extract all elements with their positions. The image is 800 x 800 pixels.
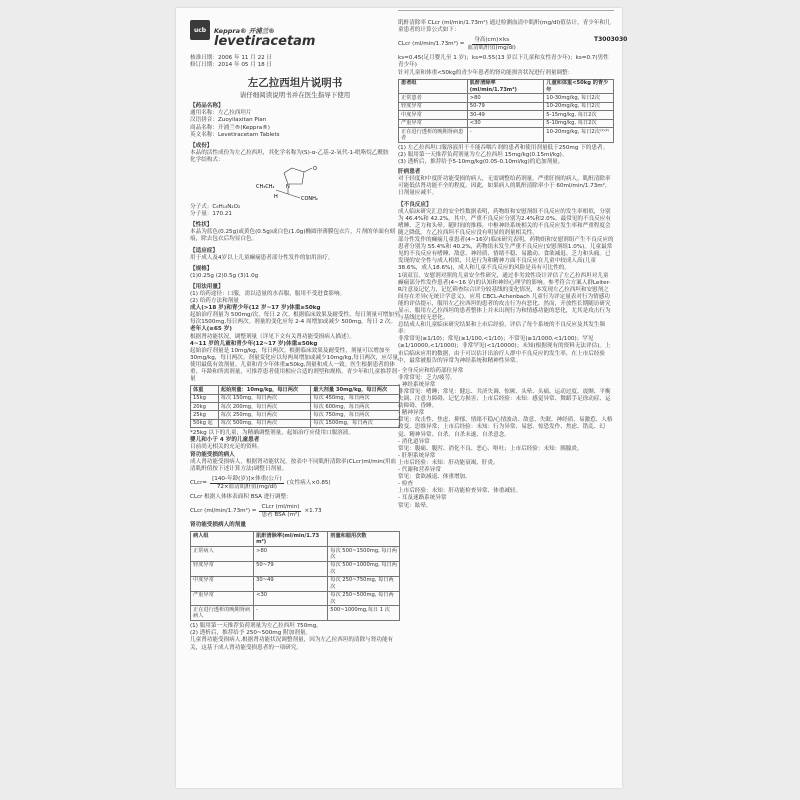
table-cell: 中度异常 (399, 111, 468, 119)
adverse-paragraph: 部分性发作的癫痫儿童患者(4~16岁)临床研究表明，药物组和安慰剂组产生不良反应的患者分别为 55.4%和 40.2%，药物组未发生严重不良反应(安慰剂组1.0%)。儿童最常见的不良反应有嗜睡、敌意、神经质、情绪不稳、易激动、食欲减退、乏力和头痛。已发现的安全性与成人相似，只是行为和精神方面不良反应在儿童中较成人高(儿童38.6%，成人18.6%)，成人和儿童不良反应的风险是具有可比性的。 (398, 237, 614, 272)
table-cell: 严重异常 (191, 591, 254, 606)
svg-text:O: O (313, 166, 317, 173)
table-header-row (399, 79, 614, 94)
table-cell: 每次 750mg，每日两次 (311, 411, 400, 419)
formula-fraction (467, 37, 515, 52)
table-cell: 50~79 (254, 561, 328, 576)
table-row (191, 576, 400, 591)
left-column (190, 20, 400, 652)
section-heading-properties: 【性状】 (190, 222, 213, 229)
top-divider (398, 10, 614, 11)
adverse-paragraph: 1项双盲、安慰剂对照的儿童安全性研究，通过非劣效性设计评估了左乙拉西坦对儿童癫痫部分性发作患者(4~16 岁)的认知和神经心理学的影响。参考符合方案人群Leiter-R注意及记忆力，记忆筛查综合评分较基线的变化情况，本发现左乙拉西坦和安慰剂之间存在差异(无统计学意义)。应用 CBCL-Achenbach 儿童行为评定量表对行为情感功能的评估提示，服用左乙拉西坦的患者的攻击行为有恶化。然而，开放性长期随访研究显示，服用左乙拉西坦的患者整体上并未出现行为和情感功能的恶化，尤其是攻击行为与基线比较无恶化。 (398, 272, 611, 322)
infant-heading: 婴儿和小于 4 岁的儿童患者 (190, 437, 260, 444)
table-note: (1) 左乙拉西坦口服溶液用于不能吞咽片剂的患者和使用剂量低于250mg 下的患者。 (398, 144, 609, 151)
table-row (399, 111, 614, 119)
table-header-cell: 患者组 (399, 79, 468, 94)
table-cell: 每次 150mg，每日两次 (218, 394, 311, 402)
system-text: 常见：食欲减退、体重增加。 (398, 474, 471, 481)
table-cell: <30 (467, 119, 543, 127)
pediatric-renal-table (398, 79, 614, 143)
table-header-cell: 剂量和服用次数 (328, 532, 400, 547)
molecular-weight: 分子量：170.21 (190, 211, 232, 218)
formula-lhs: CLcr= (190, 479, 208, 486)
corner-code: T3003030 (594, 36, 628, 43)
table-cell: <30 (254, 591, 328, 606)
table-cell: 25kg (191, 411, 219, 419)
infant-text: 目前尚无相关的充足的资料。 (190, 444, 263, 451)
table-cell: 正常患者 (399, 94, 468, 102)
formula-rhs: ×1.73 (304, 508, 322, 515)
table-cell: 每次 250mg，每日两次 (218, 411, 311, 419)
brand-name: Keppra® 开浦兰® (214, 26, 275, 35)
name-line: 英文名称：Levetiracetam Tablets (190, 131, 280, 138)
svg-text:CH₃CH₂: CH₃CH₂ (256, 184, 275, 191)
table-row (399, 102, 614, 110)
table-cell: 50-79 (467, 102, 543, 110)
table-row (191, 547, 400, 562)
system-heading: - 耳及迷路系统异常 (398, 495, 447, 502)
system-text: 上市后经验：未知：肝功能检查异常、体重减轻。 (398, 488, 522, 495)
generic-name: levetiracetam (214, 34, 316, 49)
leaflet-sheet (176, 8, 628, 788)
properties-text: 本品为蓝色(0.25g)或黄色(0.5g)或白色(1.0g)椭圆形薄膜包衣片，片剂的单面有刻痕，除去包衣后均显白色。 (190, 229, 396, 243)
adverse-paragraph: 成人临床研究汇总的安全性数据表明，药物组和安慰剂组不良反应的发生率相似，分别为 46.4%和 42.2%。其中，严重不良反应分别为2.4%和2.0%。最常见的不良反应有嗜睡、乏力和头晕。随时间的推移，中枢神经系统相关的不良反应发生率和严重程度会随之降低。左乙拉西坦不良反应没有明显的剂量相关性。 (398, 208, 611, 236)
dates (190, 55, 400, 69)
table-cell: 10-20mg/kg, 每日2次⁽¹⁾⁽²⁾ (544, 128, 614, 143)
section-heading-dosage: 【用法用量】 (190, 283, 224, 290)
table-row (191, 394, 400, 402)
clcr-formula (190, 476, 400, 491)
formula-numerator: [140-年龄(岁)]×体重(公斤) (210, 476, 284, 484)
pediatric-table-title: 针对儿童和体重<50kg的青少年患者的肾功能损害状况进行剂量调整： (398, 69, 574, 76)
table-cell: 正在进行透析的晚期肾病病人 (191, 606, 254, 621)
document-subtitle: 请仔细阅读说明书并在医生指导下使用 (239, 91, 351, 100)
table-cell: 每次 500~1000mg, 每日两次 (328, 561, 400, 576)
structure-diagram (252, 164, 342, 204)
system-heading: - 代谢和营养异常 (398, 467, 441, 474)
system-heading: - 检查 (398, 481, 413, 488)
dosage-item: (1) 给药途径：口服，需以适量的水吞服，服用不受进食影响。 (190, 290, 346, 297)
table-cell: 严重异常 (399, 119, 468, 127)
svg-text:H: H (274, 194, 278, 201)
section-heading-indications: 【适应症】 (190, 247, 218, 254)
system-text: 常见：眩晕。 (398, 502, 432, 509)
table-row (191, 403, 400, 411)
renal-note: (1) 服用第一天推荐负荷剂量为左乙拉西坦 750mg。 (190, 623, 322, 630)
child-heading: 4~11 岁的儿童和青少年(12~17 岁)体重≤50kg (190, 340, 318, 347)
formula-fraction (210, 476, 284, 491)
pediatric-clcr-formula (398, 37, 614, 52)
table-cell: 每次 600mg，每日两次 (311, 403, 400, 411)
table-cell: 正在进行透析的晚期肾病患者 (399, 128, 468, 143)
adult-text: 起始治疗剂量为 500mg/次，每日 2 次。根据临床效果及耐受性，每日剂量可增加至每次1500mg,每日两次。剂量的变化应每 2-4 周增加或减少 500mg，每日 2 次。 (190, 312, 400, 326)
system-heading: - 精神异常 (398, 410, 425, 417)
table-note: (3) 透析后，推荐给予5-10mg/kg(0.05-0.10ml/kg)的追加剂量。 (398, 159, 564, 166)
elderly-text: 根据肾功能状况，调整剂量（详见下文有关肾功能受损病人描述）。 (190, 333, 356, 340)
table-cell: 每次 1500mg，每日两次 (311, 419, 400, 427)
table-header-cell: 病人组 (191, 532, 254, 547)
document-title: 左乙拉西坦片说明书 (247, 77, 343, 90)
section-heading-adverse: 【不良反应】 (398, 201, 432, 208)
table-row (191, 419, 400, 427)
dose-note: *25kg 以下的儿童，为精确调整剂量，起始治疗应使用口服溶液。 (190, 430, 354, 437)
chemical-structure (190, 164, 400, 204)
svg-text:CONH₂: CONH₂ (301, 196, 318, 203)
table-cell: 正常病人 (191, 547, 254, 562)
dosage-item: (2) 给药方法和剂量 (190, 298, 239, 305)
table-header-cell: 体重 (191, 386, 219, 394)
table-header-cell: 儿童和体重<50kg 的青少年 (544, 79, 614, 94)
right-column (398, 20, 614, 510)
indications-text: 用于成人及4岁以上儿童癫痫患者部分性发作的加用治疗。 (190, 254, 334, 261)
table-cell: 每次 250~500mg, 每日两次 (328, 591, 400, 606)
table-cell: 每次 250~750mg, 每日两次 (328, 576, 400, 591)
renal-note: (2) 透析后，推荐给予 250~500mg 附加剂量。 (190, 630, 312, 637)
company-logo: ucb (190, 20, 210, 40)
table-cell: 轻度异常 (399, 102, 468, 110)
table-cell: 5-10mg/kg, 每日2次 (544, 119, 614, 127)
table-cell: 50kg 起 (191, 419, 219, 427)
system-heading: - 全身反应和给药部位异常 (398, 367, 464, 374)
table-row (399, 119, 614, 127)
table-cell: 中度异常 (191, 576, 254, 591)
adult-heading: 成人(>18 岁)和青少年(12 岁~17 岁)体重≥50kg (190, 305, 321, 312)
name-line: 商品名称：开浦兰®(Keppra®) (190, 124, 270, 131)
renal-dose-table (190, 531, 400, 621)
ingredients-text: 本品的活性成份为左乙拉西坦，其化学名称为(S)-α-乙基-2-氧代-1-吡咯烷乙酰胺 (190, 149, 389, 156)
renal-table-title: 肾功能受损病人的剂量 (190, 522, 246, 529)
section-heading-specs: 【规格】 (190, 265, 213, 272)
renal-child-text: 儿童肾功能受损病人,根据肾功能状况调整剂量，因为左乙拉西坦的清除与肾功能有关，这基于成人肾功能受损患者的一项研究。 (190, 637, 394, 651)
pediatric-dose-table (190, 385, 400, 428)
ks-text: ks=0.45(足月婴儿至 1 岁)；ks=0.55(13 岁以下儿童和女性青少年)；ks=0.7(男性青少年) (398, 55, 609, 69)
table-header-cell: 起始剂量：10mg/kg，每日两次 (218, 386, 311, 394)
table-row (191, 561, 400, 576)
revision-date: 修订日期：2014 年 05 月 18 日 (190, 62, 273, 69)
table-header-row (191, 386, 400, 394)
formula-rhs: (女性病人×0.85) (286, 479, 331, 486)
molecular-formula: 分子式：C₈H₁₄N₂O₂ (190, 204, 241, 211)
formula-lhs: CLcr (ml/min/1.73m²) = (190, 508, 257, 515)
table-header-row (191, 532, 400, 547)
renal-heading: 肾功能受损的病人 (190, 451, 235, 458)
table-header-cell: 最大剂量 30mg/kg，每日两次 (311, 386, 400, 394)
formula-lhs: CLcr (ml/min/1.73m²) = (398, 41, 465, 48)
pediatric-clcr-intro: 肌酐清除率 CLcr (ml/min/1.73m²) 通过检测血清中肌酐(mg/dl)值估计，青少年和儿童患者的计算公式如下： (398, 20, 611, 34)
specs-text: (1)0.25g (2)0.5g (3)1.0g (190, 272, 259, 279)
table-header-cell: 肌酐清除率(ml/min/1.73m²) (467, 79, 543, 94)
system-text: 非常常见：嗜睡；常见：健忘、共济失调、惊厥、头晕、头痛、运动过度、震颤、平衡失调、注意力障碍、记忆力损害；上市后经验：未知：感觉异常、舞蹈手足徐动症、运动障碍、昏睡。 (398, 389, 611, 410)
table-cell: 每次 450mg，每日两次 (311, 394, 400, 402)
table-cell: >80 (254, 547, 328, 562)
adverse-paragraph: 总结成人和儿童临床研究结果和上市后经验，评估了每个系统的不良反应及其发生频率： (398, 322, 605, 336)
section-heading-name: 【药品名称】 (190, 103, 224, 110)
elderly-heading: 老年人(≥65 岁) (190, 326, 232, 333)
approval-date: 核准日期：2006 年 11 月 22 日 (190, 55, 273, 61)
bsa-text: CLcr 根据人体体表面积 BSA 进行调整： (190, 493, 292, 500)
table-cell: 轻度异常 (191, 561, 254, 576)
child-text: 起始治疗剂量是 10mg/kg，每日两次。根据临床效果及耐受性，剂量可以增加至30mg/kg，每日两次。剂量变化应以每两周增加或减少10mg/kg,每日两次，应尽量使用最低有效剂量。儿童和青少年体重≥50kg,剂量和成人一致。医生根据患者的体重、年龄和所需剂量，可推荐患者使用相应合适的剂型和规格。青少年和儿童推荐剂量 (190, 347, 398, 383)
system-text: 非常常见：乏力/疲劳。 (398, 374, 456, 381)
hepatic-heading: 肝病患者 (398, 169, 421, 176)
table-row (399, 128, 614, 143)
table-cell: >80 (467, 94, 543, 102)
table-header-cell: 肌酐清除率(ml/min/1.73 m²) (254, 532, 328, 547)
name-line: 通用名称：左乙拉西坦片 (190, 110, 252, 117)
table-cell: 10-30mg/kg, 每日2次 (544, 94, 614, 102)
system-heading: - 肝胆系统异常 (398, 452, 436, 459)
bsa-formula (190, 504, 400, 519)
table-cell: 500~1000mg,每日 1 次 (328, 606, 400, 621)
table-cell: 每次 500mg，每日两次 (218, 419, 311, 427)
table-cell: - (467, 128, 543, 143)
formula-denominator: 72×血清肌酐值(mg/dl) (216, 483, 277, 490)
renal-text: 成人肾功能受损病人，根据肾功能状况，按表中不同肌酐清除率(CLcr)ml/min(用血清肌酐值按下述计算方法)调整日剂量。 (190, 458, 397, 472)
table-row (191, 606, 400, 621)
system-list (398, 368, 614, 510)
table-cell: 每次 200mg，每日两次 (218, 403, 311, 411)
system-heading: - 消化道异常 (398, 438, 430, 445)
system-heading: - 神经系统异常 (398, 381, 436, 388)
hepatic-text: 对于轻度和中度肝功能受损的病人，无需调整给药剂量。严重肝损的病人，肌酐清除率可能低估肾功能不全的程度。因此，如果病人的肌酐清除率小于 60ml/min/1.73m²，日剂量应减半。 (398, 176, 611, 197)
svg-text:N: N (286, 184, 290, 191)
system-text: 常见：腹痛、腹泻、消化不良、恶心、呕吐；上市后经验：未知：胰腺炎。 (398, 445, 583, 452)
table-cell: 30-49 (467, 111, 543, 119)
name-line: 汉语拼音：Zuoyilaxitan Pian (190, 117, 267, 124)
table-cell: - (254, 606, 328, 621)
table-cell: 15kg (191, 394, 219, 402)
table-row (191, 591, 400, 606)
table-cell: 30~49 (254, 576, 328, 591)
adverse-paragraph: 非常常见(≥1/10)；常见(≥1/100,<1/10)；不常见(≥1/1000,<1/100)；罕见(≥1/10000,<1/1000)；非常罕见(<1/10000)；未知(根据现有的资料无法评估)。上市后临床应用的数据，由于可以估计出治疗人群中不良反应的发生率，在上市后经验中，最常被报告的异常为神经系统和精神性异常。 (398, 336, 611, 364)
formula-denominator: 血清肌酐值(mg/dl) (467, 45, 516, 52)
table-cell: 10-20mg/kg, 每日2次 (544, 102, 614, 110)
table-cell: 20kg (191, 403, 219, 411)
section-heading-ingredients: 【成份】 (190, 142, 213, 149)
formula-fraction (259, 504, 301, 519)
system-text: 上市后经验：未知：肝功能衰竭、肝炎。 (398, 459, 499, 466)
formula-numerator: CLcr (ml/min) (259, 504, 301, 512)
table-note: (2) 服用第一天推荐负荷剂量为左乙拉西坦 15mg/kg(0.15ml/kg)。 (398, 152, 568, 158)
formula-denominator: 患者 BSA (m²) (261, 512, 300, 519)
table-row (399, 94, 614, 102)
system-text: 常见：攻击性、焦虑、抑郁、情绪不稳/心情波动、敌意、失眠、神经质、易激惹、人格改变、思维异常；上市后经验：未知：行为异常、易怒、惊恐发作、焦虑、错乱、幻觉、精神异常、自杀、自杀未遂、自杀意念。 (398, 417, 613, 438)
table-cell: 5-15mg/kg, 每日2次 (544, 111, 614, 119)
structure-label: 化学结构式： (190, 156, 224, 163)
formula-numerator: 身高(cm)×ks (472, 37, 511, 45)
table-row (191, 411, 400, 419)
table-cell: 每次 500~1500mg, 每日两次 (328, 547, 400, 562)
